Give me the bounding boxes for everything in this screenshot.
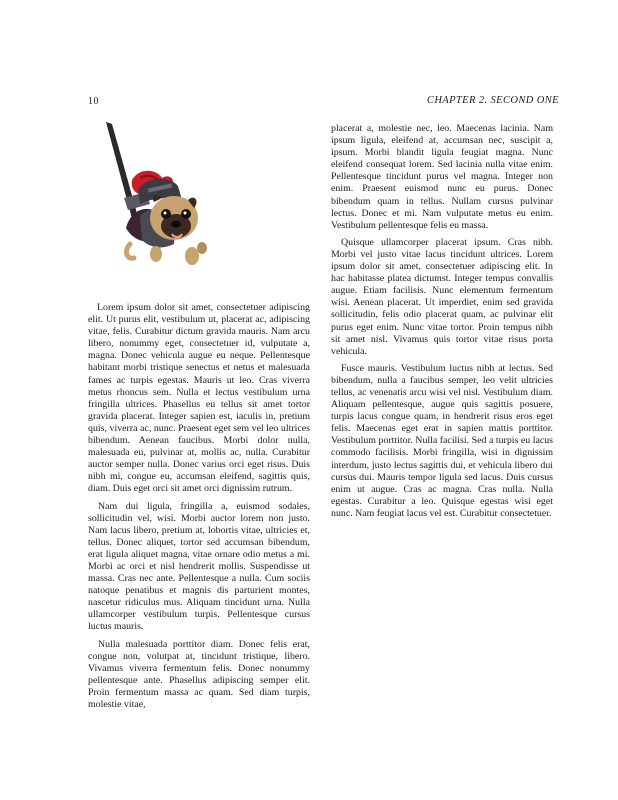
paragraph: Nam dui ligula, fringilla a, euismod sodales, sollicitudin vel, wisi. Morbi auctor lorem non justo. Nam lacus libero, pretium at, lobortis vitae, ultricies et, tellus. Donec aliquet, tortor sed accumsan bibendum, erat ligula aliquet magna, vitae ornare odio metus a mi. Morbi ac orci et nisl hendrerit mollis. Suspendisse ut massa. Cras nec ante. Pellentesque a nulla. Cum sociis natoque penatibus et magnis dis parturient montes, nascetur ridiculus mus. Aliquam tincidunt urna. Nulla ullamcorper vestibulum turpis. Pellentesque cursus luctus mauris. xyxy=(88,500,310,633)
lance-icon xyxy=(106,122,140,226)
paragraph: Nulla malesuada porttitor diam. Donec felis erat, congue non, volutpat at, tincidunt tristique, libero. Vivamus viverra fermentum felis. Donec nonummy pellentesque ante. Phasellus adipiscing semper elit. Proin fermentum massa ac quam. Sed diam turpis, molestie vitae, xyxy=(88,638,310,710)
page-number: 10 xyxy=(88,96,99,107)
running-head: CHAPTER 2. SECOND ONE xyxy=(426,95,559,106)
pug-paw xyxy=(185,247,199,265)
right-column xyxy=(331,123,553,525)
paragraph: placerat a, molestie nec, leo. Maecenas lacinia. Nam ipsum ligula, eleifend at, accumsan nec, suscipit a, ipsum. Morbi blandit ligula feugiat magna. Nunc eleifend consequat lorem. Sed lacinia nulla vitae enim. Pellentesque tincidunt purus vel magna. Integer non enim. Praesent euismod nunc eu purus. Donec bibendum quam in tellus. Nullam cursus pulvinar lectus. Donec et mi. Nam vulputate metus eu enim. Vestibulum pellentesque felis eu massa. xyxy=(331,123,553,231)
pug-knight-illustration xyxy=(96,120,218,278)
paragraph: Quisque ullamcorper placerat ipsum. Cras nibh. Morbi vel justo vitae lacus tincidunt ultrices. Lorem ipsum dolor sit amet, consectetuer adipiscing elit. In hac habitasse platea dictumst. Integer tempus convallis augue. Etiam facilisis. Nunc elementum fermentum wisi. Aenean placerat. Ut imperdiet, enim sed gravida sollicitudin, felis odio placerat quam, ac pulvinar elit purus eget enim. Nunc vitae tortor. Proin tempus nibh sit amet nisl. Vivamus quis tortor vitae risus porta vehicula. xyxy=(331,236,553,357)
paragraph: Fusce mauris. Vestibulum luctus nibh at lectus. Sed bibendum, nulla a faucibus semper, leo velit ultricies tellus, ac venenatis arcu wisi vel nisl. Vestibulum diam. Aliquam pellentesque, augue quis sagittis posuere, turpis lacus congue quam, in hendrerit risus eros eget felis. Maecenas eget erat in sapien mattis porttitor. Vestibulum porttitor. Nulla facilisi. Sed a turpis eu lacus commodo facilisis. Morbi fringilla, wisi in dignissim interdum, justo lectus sagittis dui, et vehicula libero dui cursus dui. Mauris tempor ligula sed lacus. Duis cursus enim ut augue. Cras ac magna. Cras nulla. Nulla egestas. Curabitur a leo. Quisque egestas wisi eget nunc. Nam feugiat lacus vel est. Curabitur consectetuer. xyxy=(331,362,553,519)
left-column xyxy=(88,302,310,716)
paragraph: Lorem ipsum dolor sit amet, consectetuer adipiscing elit. Ut purus elit, vestibulum ut, placerat ac, adipiscing vitae, felis. Curabitur dictum gravida mauris. Nam arcu libero, nonummy eget, consectetuer id, vulputate a, magna. Donec vehicula augue eu neque. Pellentesque habitant morbi tristique senectus et netus et malesuada fames ac turpis egestas. Mauris ut leo. Cras viverra metus rhoncus sem. Nulla et lectus vestibulum urna fringilla ultrices. Phasellus eu tellus sit amet tortor gravida placerat. Integer sapien est, iaculis in, pretium quis, viverra ac, nunc. Praesent eget sem vel leo ultrices bibendum. Aenean faucibus. Morbi dolor nulla, malesuada eu, pulvinar at, mollis ac, nulla. Curabitur auctor semper nulla. Donec varius orci eget risus. Duis nibh mi, congue eu, accumsan eleifend, sagittis quis, diam. Duis eget orci sit amet orci dignissim rutrum. xyxy=(88,302,310,495)
